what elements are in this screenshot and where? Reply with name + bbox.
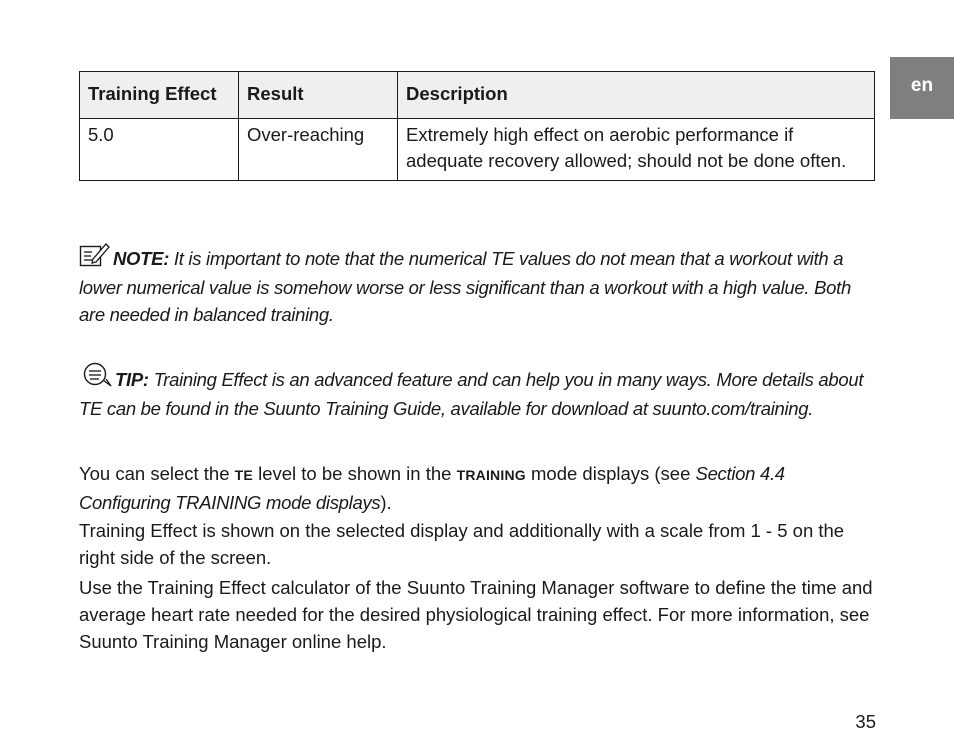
para1-text-b: level to be shown in the bbox=[252, 463, 457, 484]
cell-description: Extremely high effect on aerobic performance if adequate recovery allowed; should not be done often. bbox=[398, 119, 875, 181]
note-label: NOTE: bbox=[113, 248, 170, 269]
note-paragraph bbox=[79, 241, 879, 328]
tip-speech-icon bbox=[79, 362, 113, 395]
para1-text-a: You can select the bbox=[79, 463, 235, 484]
scale-paragraph: Training Effect is shown on the selected display and additionally with a scale from 1 - 5 on the right side of the screen. bbox=[79, 520, 845, 568]
header-result: Result bbox=[239, 72, 398, 119]
page-number: 35 bbox=[855, 711, 876, 732]
note-text: It is important to note that the numerical TE values do not mean that a workout with a lower numerical value is somehow worse or less significant than a workout with a high value. Both are needed in balanced training. bbox=[79, 248, 851, 325]
calculator-paragraph: Use the Training Effect calculator of the Suunto Training Manager software to define the time and average heart rate needed for the desired physiological training effect. For more information, see Suunto Training Manager online help. bbox=[79, 577, 873, 652]
header-training-effect: Training Effect bbox=[80, 72, 239, 119]
table-header-row bbox=[80, 72, 875, 119]
te-term: TE bbox=[234, 467, 253, 483]
table-row bbox=[80, 119, 875, 181]
para1-text-d: ). bbox=[380, 492, 392, 513]
te-select-paragraph bbox=[79, 460, 879, 516]
training-effect-table bbox=[79, 71, 875, 181]
tip-label: TIP: bbox=[115, 369, 149, 390]
note-pencil-icon bbox=[79, 241, 111, 274]
language-tab[interactable]: en bbox=[890, 57, 954, 119]
cell-result: Over-reaching bbox=[239, 119, 398, 181]
tip-paragraph bbox=[79, 362, 879, 422]
training-term: TRAINING bbox=[456, 467, 526, 483]
tip-text: Training Effect is an advanced feature and can help you in many ways. More details about TE can be found in the Suunto Training Guide, available for download at suunto.com/training. bbox=[79, 369, 864, 419]
para1-text-c: mode displays (see bbox=[525, 463, 696, 484]
cell-training-effect: 5.0 bbox=[80, 119, 239, 181]
header-description: Description bbox=[398, 72, 875, 119]
section-reference-link[interactable]: Section 4.4 Configuring TRAINING mode displays bbox=[79, 463, 785, 513]
